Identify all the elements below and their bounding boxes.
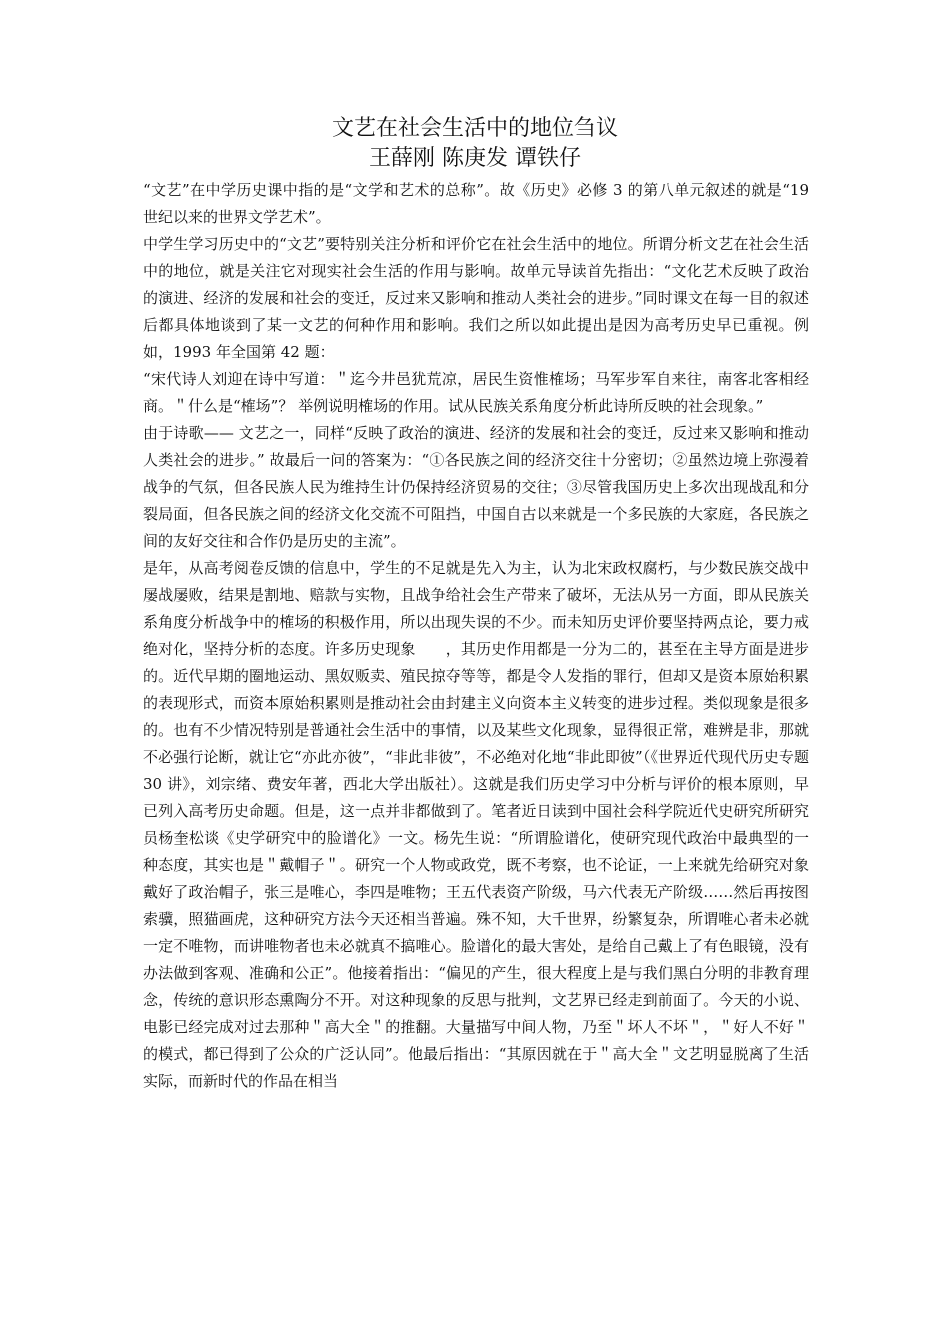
document-title: 文艺在社会生活中的地位刍议 — [331, 116, 618, 141]
paragraph: “宋代诗人刘迎在诗中写道：＂迄今井邑犹荒凉，居民生资惟榷场；马军步军自来往，南客北客相经商。＂什么是“榷场”？ 举例说明榷场的作用。试从民族关系角度分析此诗所反映的社会现象。” — [143, 370, 809, 415]
paragraph: “文艺”在中学历史课中指的是“文学和艺术的总称”。故《历史》必修 3 的第八单元叙述的就是“19 世纪以来的世界文学艺术”。 — [143, 181, 809, 226]
paragraph: 中学生学习历史中的“文艺”要特别关注分析和评价它在社会生活中的地位。所谓分析文艺在社会生活中的地位，就是关注它对现实社会生活的作用与影响。故单元导读首先指出：“文化艺术反映了政治的演进、经济的发展和社会的变迁，反过来又影响和推动人类社会的进步。”同时课文在每一目的叙述后都具体地谈到了某一文艺的何种作用和影响。我们之所以如此提出是因为高考历史早已重视。例如，1993 年全国第 42 题： — [143, 235, 809, 361]
paragraph: 是年，从高考阅卷反馈的信息中，学生的不足就是先入为主，认为北宋政权腐朽，与少数民族交战中屡战屡败，结果是割地、赔款与实物，且战争给社会生产带来了破坏，无法从另一方面，即从民族关系角度分析战争中的榷场的积极作用，所以出现失误的不少。而未知历史评价要坚持两点论，要力戒绝对化，坚持分析的态度。许多历史现象 ，其历史作用都是一分为二的，甚至在主导方面是进步的。近代早期的圈地运动、黑奴贩卖、殖民掠夺等等，都是令人发指的罪行，但却又是资本原始积累的表现形式，而资本原始积累则是推动社会由封建主义向资本主义转变的进步过程。类似现象是很多的。也有不少情况特别是普通社会生活中的事情，以及某些文化现象，显得很正常，难辨是非，那就不必强行论断，就让它“亦此亦彼”，“非此非彼”，不必绝对化地“非此即彼”（《世界近代现代历史专题 30 讲》，刘宗绪、费安年著，西北大学出版社）。这就是我们历史学习中分析与评价的根本原则，早已列入高考历史命题。但是，这一点并非都做到了。笔者近日读到中国社会科学院近代史研究所研究员杨奎松谈《史学研究中的脸谱化》一文。杨先生说：“所谓脸谱化，使研究现代政治中最典型的一种态度，其实也是＂戴帽子＂。研究一个人物或政党，既不考察，也不论证，一上来就先给研究对象戴好了政治帽子，张三是唯心，李四是唯物；王五代表资产阶级，马六代表无产阶级……然后再按图索骥，照猫画虎，这种研究方法今天还相当普遍。殊不知，大千世界，纷繁复杂，所谓唯心者未必就一定不唯物，而讲唯物者也未必就真不搞唯心。脸谱化的最大害处，是给自己戴上了有色眼镜，没有办法做到客观、准确和公正”。他接着指出：“偏见的产生，很大程度上是与我们黑白分明的非教育理念，传统的意识形态熏陶分不开。对这种现象的反思与批判，文艺界已经走到前面了。今天的小说、电影已经完成对过去那种＂高大全＂的推翻。大量描写中间人物，乃至＂坏人不坏＂，＂好人不好＂的模式，都已得到了公众的广泛认同”。他最后指出：“其原因就在于＂高大全＂文艺明显脱离了生活实际，而新时代的作品在相当 — [143, 559, 809, 1090]
document-body — [143, 177, 809, 1095]
title-block — [0, 114, 950, 174]
document-authors: 王薛刚 陈庚发 谭铁仔 — [369, 146, 581, 171]
paragraph: 由于诗歌—— 文艺之一，同样“反映了政治的演进、经济的发展和社会的变迁，反过来又影响和推动人类社会的进步。” 故最后一问的答案为：“①各民族之间的经济交往十分密切；②虽然边境上弥漫着战争的气氛，但各民族人民为维持生计仍保持经济贸易的交往；③尽管我国历史上多次出现战乱和分裂局面，但各民族之间的经济文化交流不可阻挡，中国自古以来就是一个多民族的大家庭，各民族之间的友好交往和合作仍是历史的主流”。 — [143, 424, 809, 550]
